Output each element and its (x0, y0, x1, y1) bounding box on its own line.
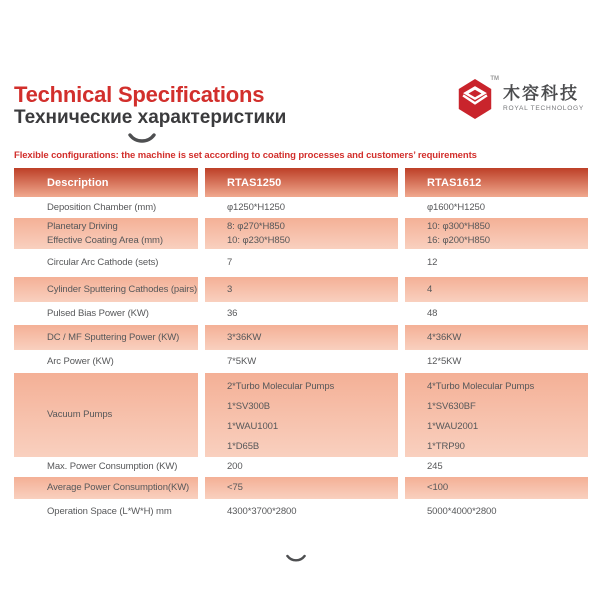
spec-value-cell (405, 325, 588, 350)
column-header-1 (205, 168, 398, 197)
spec-value-cell (205, 218, 398, 249)
cell-line: φ1250*H1250 (227, 201, 285, 213)
spec-label-cell (14, 499, 198, 525)
spec-value-cell (405, 350, 588, 373)
cell-line: Planetary Driving (47, 220, 118, 232)
spec-value-cell (405, 477, 588, 499)
cell-line: 3 (227, 283, 233, 295)
cell-line: Pulsed Bias Power (KW) (47, 307, 149, 319)
cell-line: Operation Space (L*W*H) mm (47, 506, 172, 517)
spec-value-cell (405, 457, 588, 477)
spec-value-cell (405, 197, 588, 218)
brand-name-english: ROYAL TECHNOLOGY (503, 105, 585, 112)
spec-label-cell (14, 325, 198, 350)
spec-label-cell (14, 249, 198, 277)
cell-line: 245 (427, 461, 443, 472)
spec-label-cell (14, 350, 198, 373)
cell-line: 1*TRP90 (427, 441, 465, 452)
brand-logo (455, 78, 584, 118)
table-header-row (14, 168, 588, 197)
page-subtitle-russian: Технические характеристики (14, 107, 287, 128)
table-row (14, 325, 588, 350)
spec-value-cell (205, 350, 398, 373)
cell-line: Cylinder Sputtering Cathodes (pairs) (47, 283, 198, 295)
cell-line: 1*SV630BF (427, 401, 476, 412)
table-row (14, 277, 588, 302)
spec-value-cell (405, 277, 588, 302)
table-row (14, 499, 588, 525)
cell-line: Max. Power Consumption (KW) (47, 461, 178, 472)
spec-value-cell (205, 325, 398, 350)
brand-name-chinese: 木容科技 (503, 84, 579, 103)
spec-label-cell (14, 277, 198, 302)
column-header-2 (405, 168, 588, 197)
cell-line: 2*Turbo Molecular Pumps (227, 381, 335, 392)
column-header-label: RTAS1612 (427, 176, 482, 189)
cell-line: Deposition Chamber (mm) (47, 201, 157, 213)
spec-label-cell (14, 197, 198, 218)
cell-line: 12 (427, 257, 438, 268)
cell-line: 1*D65B (227, 441, 260, 452)
chevron-down-icon (128, 131, 156, 149)
column-header-label: Description (47, 176, 109, 189)
table-row (14, 218, 588, 249)
spec-label-cell (14, 373, 198, 457)
spec-label-cell (14, 218, 198, 249)
cell-line: 3*36KW (227, 331, 262, 343)
cell-line: 8: φ270*H850 (227, 220, 285, 232)
spec-label-cell (14, 477, 198, 499)
trademark-label: TM (490, 76, 499, 82)
cell-line: Average Power Consumption(KW) (47, 482, 190, 493)
spec-value-cell (205, 249, 398, 277)
logo-text (503, 78, 584, 112)
page-title: Technical Specifications (14, 82, 265, 107)
table-row (14, 350, 588, 373)
spec-value-cell (205, 197, 398, 218)
cell-line: 1*WAU1001 (227, 421, 279, 432)
spec-value-cell (405, 499, 588, 525)
flexible-configurations-note: Flexible configurations: the machine is set according to coating processes and customers’ requirements (14, 150, 477, 161)
cell-line: Effective Coating Area (mm) (47, 234, 163, 246)
chevron-down-icon (286, 550, 306, 568)
spec-value-cell (205, 457, 398, 477)
cell-line: φ1600*H1250 (427, 201, 485, 213)
cell-line: 7 (227, 257, 233, 268)
cell-line: 10: φ300*H850 (427, 220, 490, 232)
table-row (14, 249, 588, 277)
spec-value-cell (205, 277, 398, 302)
cell-line: 1*SV300B (227, 401, 271, 412)
spec-value-cell (205, 499, 398, 525)
cell-line: 1*WAU2001 (427, 421, 479, 432)
table-row (14, 302, 588, 325)
cell-line: <75 (227, 482, 243, 493)
spec-label-cell (14, 457, 198, 477)
cell-line: DC / MF Sputtering Power (KW) (47, 331, 180, 343)
cell-line: 10: φ230*H850 (227, 234, 290, 246)
cell-line: 4 (427, 283, 433, 295)
cell-line: 12*5KW (427, 355, 462, 367)
cell-line: 5000*4000*2800 (427, 506, 497, 517)
table-row (14, 373, 588, 457)
spec-value-cell (405, 249, 588, 277)
table-row (14, 477, 588, 499)
table-row (14, 457, 588, 477)
cell-line: Vacuum Pumps (47, 409, 113, 420)
cell-line: Circular Arc Cathode (sets) (47, 257, 159, 268)
spec-value-cell (405, 218, 588, 249)
spec-value-cell (405, 373, 588, 457)
column-header-label: RTAS1250 (227, 176, 282, 189)
spec-value-cell (205, 302, 398, 325)
logo-hex-cube-icon (455, 78, 497, 118)
spec-table (14, 168, 588, 525)
spec-value-cell (205, 373, 398, 457)
spec-value-cell (405, 302, 588, 325)
cell-line: 4*36KW (427, 331, 462, 343)
cell-line: 7*5KW (227, 355, 257, 367)
cell-line: 4300*3700*2800 (227, 506, 297, 517)
column-header-0 (14, 168, 198, 197)
spec-value-cell (205, 477, 398, 499)
spec-label-cell (14, 302, 198, 325)
cell-line: 16: φ200*H850 (427, 234, 490, 246)
cell-line: 200 (227, 461, 243, 472)
cell-line: 36 (227, 307, 238, 319)
table-body (14, 197, 588, 525)
cell-line: 48 (427, 307, 438, 319)
table-row (14, 197, 588, 218)
cell-line: 4*Turbo Molecular Pumps (427, 381, 535, 392)
cell-line: <100 (427, 482, 448, 493)
cell-line: Arc Power (KW) (47, 355, 114, 367)
